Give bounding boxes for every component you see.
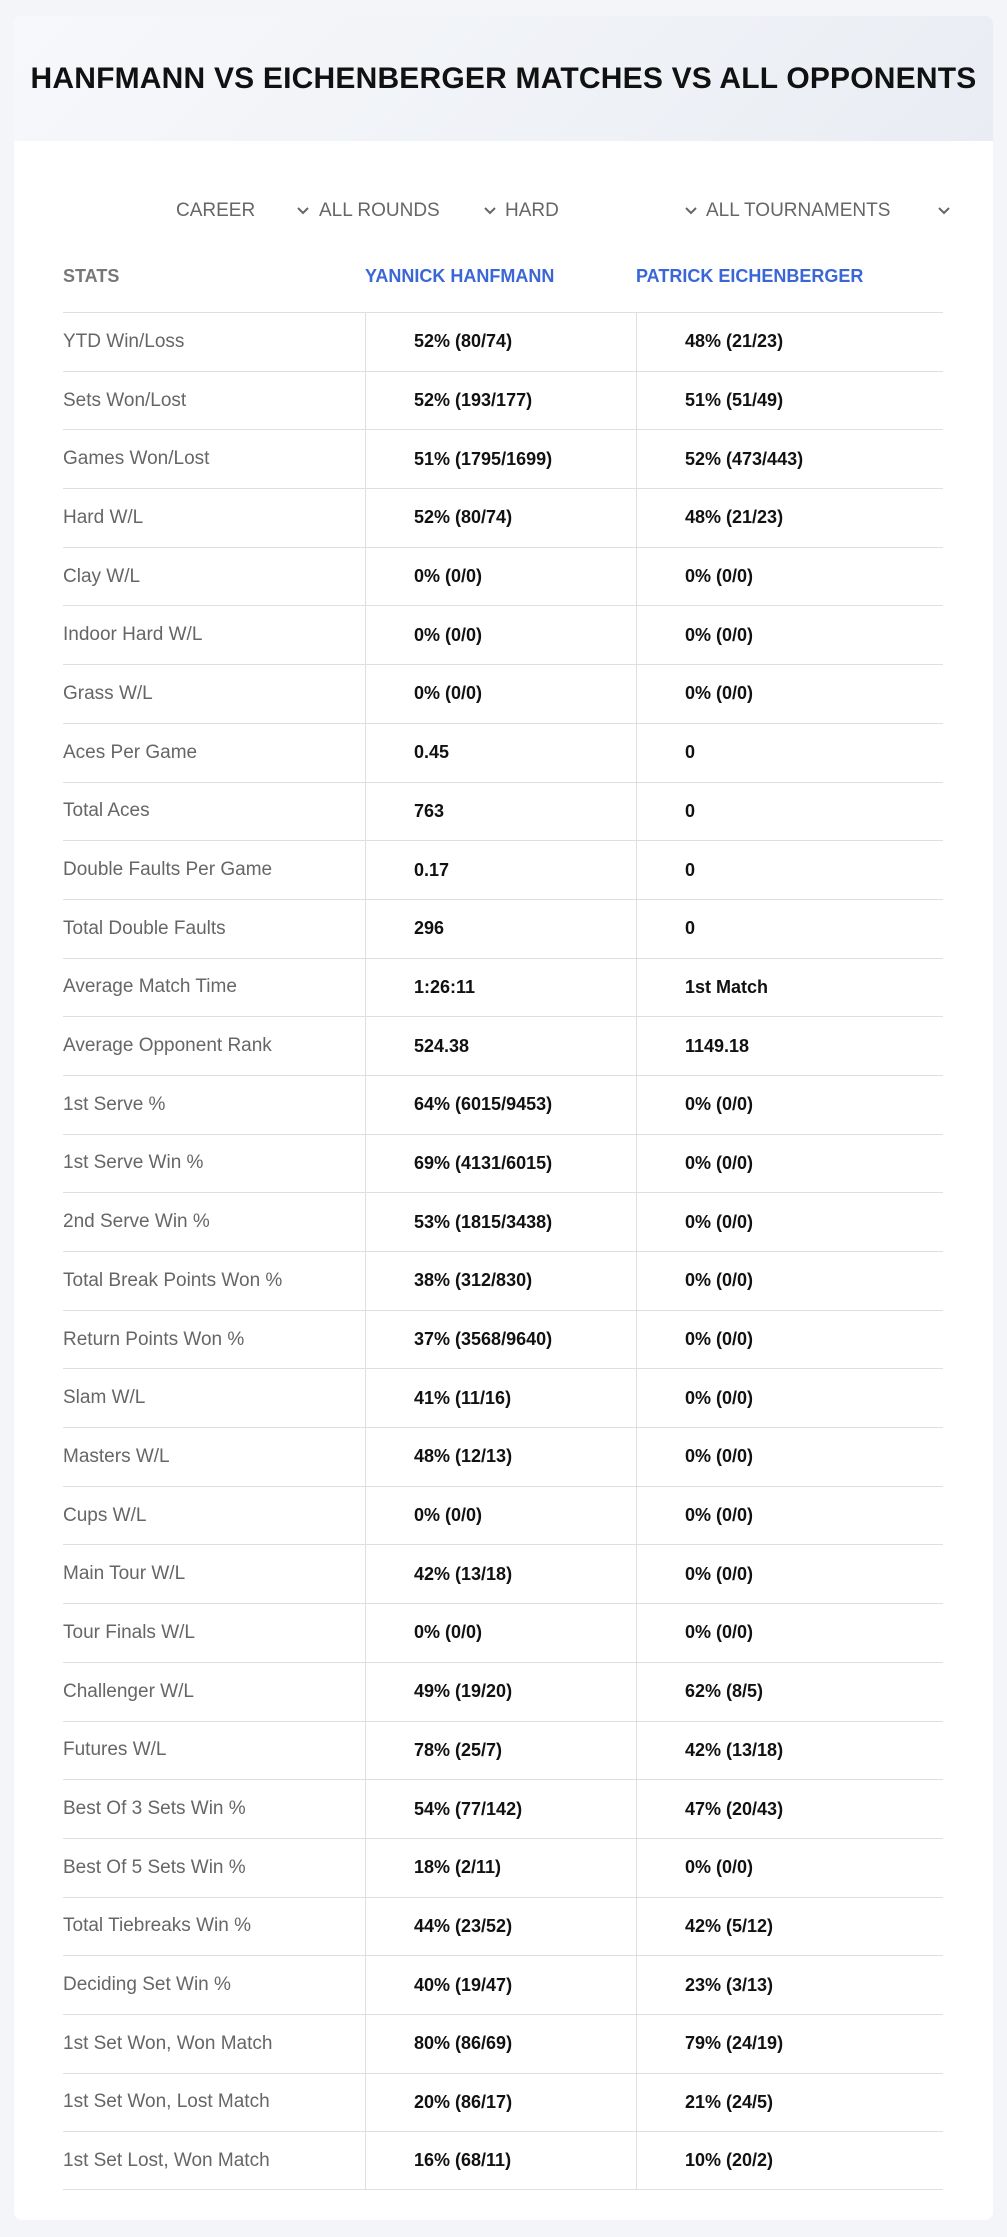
- table-row: [63, 664, 943, 723]
- player2-value: 0% (0/0): [636, 1252, 943, 1310]
- stat-label: Sets Won/Lost: [63, 389, 187, 411]
- stat-label: Total Aces: [63, 800, 150, 822]
- table-row: [63, 899, 943, 958]
- player2-value: 51% (51/49): [636, 372, 943, 430]
- table-row: [63, 1662, 943, 1721]
- player2-value: 0% (0/0): [636, 1369, 943, 1427]
- stat-label: Tour Finals W/L: [63, 1621, 195, 1643]
- player2-value: 0% (0/0): [636, 548, 943, 606]
- player2-value: 0% (0/0): [636, 1487, 943, 1545]
- player1-value: 52% (80/74): [365, 489, 636, 547]
- player2-value: 10% (20/2): [636, 2132, 943, 2189]
- table-row: [63, 1016, 943, 1075]
- table-row: [63, 1955, 943, 2014]
- player2-value: 0% (0/0): [636, 1428, 943, 1486]
- stat-label: 1st Set Won, Lost Match: [63, 2091, 270, 2113]
- player1-value: 53% (1815/3438): [365, 1193, 636, 1251]
- stat-label: Hard W/L: [63, 506, 144, 528]
- table-row: [63, 723, 943, 782]
- stat-label: Return Points Won %: [63, 1328, 245, 1350]
- player2-value: 23% (3/13): [636, 1956, 943, 2014]
- rounds-select[interactable]: [319, 191, 499, 231]
- stat-label: Masters W/L: [63, 1445, 170, 1467]
- table-row: [63, 2014, 943, 2073]
- player2-value: 0: [636, 724, 943, 782]
- table-row: [63, 1897, 943, 1956]
- player2-value: 48% (21/23): [636, 313, 943, 371]
- player1-value: 18% (2/11): [365, 1839, 636, 1897]
- player1-value: 48% (12/13): [365, 1428, 636, 1486]
- player2-value: 48% (21/23): [636, 489, 943, 547]
- stat-label: YTD Win/Loss: [63, 330, 185, 352]
- player2-value: 0% (0/0): [636, 1604, 943, 1662]
- player1-value: 44% (23/52): [365, 1898, 636, 1956]
- table-row: [63, 605, 943, 664]
- player2-value: 0% (0/0): [636, 1545, 943, 1603]
- table-row: [63, 1427, 943, 1486]
- player2-value: 21% (24/5): [636, 2074, 943, 2132]
- player1-value: 80% (86/69): [365, 2015, 636, 2073]
- player1-value: 0.45: [365, 724, 636, 782]
- page-header: [14, 16, 993, 141]
- table-row: [63, 1779, 943, 1838]
- player1-value: 51% (1795/1699): [365, 430, 636, 488]
- player1-value: 37% (3568/9640): [365, 1311, 636, 1369]
- table-row: [63, 1603, 943, 1662]
- stat-label: 1st Serve %: [63, 1093, 166, 1115]
- table-row: [63, 1075, 943, 1134]
- stat-label: Average Match Time: [63, 976, 237, 998]
- player2-value: 0% (0/0): [636, 1839, 943, 1897]
- table-row: [63, 547, 943, 606]
- table-row: [63, 1134, 943, 1193]
- player1-value: 69% (4131/6015): [365, 1135, 636, 1193]
- stat-label: Futures W/L: [63, 1739, 167, 1761]
- page-title: HANFMANN VS EICHENBERGER MATCHES VS ALL OPPONENTS: [30, 61, 977, 95]
- player1-value: 52% (193/177): [365, 372, 636, 430]
- period-select[interactable]: [176, 191, 312, 231]
- player1-value: 49% (19/20): [365, 1663, 636, 1721]
- stat-label: Aces Per Game: [63, 741, 198, 763]
- stat-label: 1st Set Won, Won Match: [63, 2032, 273, 2054]
- table-row: [63, 1838, 943, 1897]
- player2-value: 0% (0/0): [636, 1311, 943, 1369]
- stat-label: Total Break Points Won %: [63, 1269, 283, 1291]
- player1-value: 20% (86/17): [365, 2074, 636, 2132]
- player1-column-header[interactable]: YANNICK HANFMANN: [365, 265, 555, 286]
- player2-value: 42% (5/12): [636, 1898, 943, 1956]
- surface-select[interactable]: [505, 191, 700, 231]
- stats-table: [63, 312, 943, 2190]
- stat-label: Games Won/Lost: [63, 448, 210, 470]
- stat-label: Double Faults Per Game: [63, 859, 273, 881]
- stat-label: Indoor Hard W/L: [63, 624, 203, 646]
- table-row: [63, 1721, 943, 1780]
- player1-value: 1:26:11: [365, 959, 636, 1017]
- player1-value: 40% (19/47): [365, 1956, 636, 2014]
- player1-value: 0% (0/0): [365, 548, 636, 606]
- stat-label: Total Tiebreaks Win %: [63, 1915, 251, 1937]
- stats-card: [14, 16, 993, 2220]
- chevron-down-icon: [682, 202, 700, 220]
- player2-value: 0% (0/0): [636, 665, 943, 723]
- player1-value: 0% (0/0): [365, 665, 636, 723]
- player2-value: 52% (473/443): [636, 430, 943, 488]
- filter-bar: [14, 191, 993, 231]
- player1-value: 296: [365, 900, 636, 958]
- player2-column-header[interactable]: PATRICK EICHENBERGER: [636, 265, 864, 286]
- player1-value: 52% (80/74): [365, 313, 636, 371]
- table-row: [63, 1486, 943, 1545]
- player1-value: 0% (0/0): [365, 1487, 636, 1545]
- table-row: [63, 782, 943, 841]
- table-row: [63, 1251, 943, 1310]
- stat-label: 1st Set Lost, Won Match: [63, 2149, 270, 2171]
- chevron-down-icon: [935, 202, 953, 220]
- table-row: [63, 1192, 943, 1251]
- table-row: [63, 1310, 943, 1369]
- table-row: [63, 1368, 943, 1427]
- player2-value: 0% (0/0): [636, 1193, 943, 1251]
- player1-value: 64% (6015/9453): [365, 1076, 636, 1134]
- player2-value: 0: [636, 841, 943, 899]
- player1-value: 0% (0/0): [365, 606, 636, 664]
- table-row: [63, 1544, 943, 1603]
- rounds-select-value: ALL ROUNDS: [319, 200, 440, 221]
- stat-label: Cups W/L: [63, 1504, 147, 1526]
- player1-value: 524.38: [365, 1017, 636, 1075]
- table-row: [63, 958, 943, 1017]
- player2-value: 0% (0/0): [636, 606, 943, 664]
- chevron-down-icon: [294, 202, 312, 220]
- player2-value: 42% (13/18): [636, 1722, 943, 1780]
- player2-value: 62% (8/5): [636, 1663, 943, 1721]
- stat-label: Grass W/L: [63, 682, 153, 704]
- stat-label: Best Of 3 Sets Win %: [63, 1798, 246, 1820]
- player2-value: 47% (20/43): [636, 1780, 943, 1838]
- stat-label: Main Tour W/L: [63, 1563, 186, 1585]
- table-row: [63, 2131, 943, 2190]
- table-row: [63, 488, 943, 547]
- stat-label: Slam W/L: [63, 1387, 146, 1409]
- player2-value: 0% (0/0): [636, 1076, 943, 1134]
- tournaments-select[interactable]: [706, 191, 953, 231]
- player1-value: 41% (11/16): [365, 1369, 636, 1427]
- player1-value: 763: [365, 783, 636, 841]
- stat-label: Challenger W/L: [63, 1680, 194, 1702]
- player1-value: 16% (68/11): [365, 2132, 636, 2189]
- stat-label: Best Of 5 Sets Win %: [63, 1856, 246, 1878]
- stat-label: Deciding Set Win %: [63, 1974, 231, 1996]
- player2-value: 0: [636, 783, 943, 841]
- player1-value: 54% (77/142): [365, 1780, 636, 1838]
- period-select-value: CAREER: [176, 200, 256, 221]
- stats-column-header: STATS: [63, 265, 120, 286]
- stat-label: Average Opponent Rank: [63, 1035, 272, 1057]
- stat-label: Clay W/L: [63, 565, 141, 587]
- player1-value: 42% (13/18): [365, 1545, 636, 1603]
- player1-value: 38% (312/830): [365, 1252, 636, 1310]
- table-row: [63, 371, 943, 430]
- table-row: [63, 429, 943, 488]
- table-row: [63, 840, 943, 899]
- player2-value: 1149.18: [636, 1017, 943, 1075]
- player2-value: 0% (0/0): [636, 1135, 943, 1193]
- table-row: [63, 312, 943, 371]
- stat-label: 2nd Serve Win %: [63, 1211, 210, 1233]
- table-row: [63, 2073, 943, 2132]
- stat-label: Total Double Faults: [63, 917, 226, 939]
- surface-select-value: HARD: [505, 200, 559, 221]
- player2-value: 0: [636, 900, 943, 958]
- player1-value: 0% (0/0): [365, 1604, 636, 1662]
- player1-value: 0.17: [365, 841, 636, 899]
- stat-label: 1st Serve Win %: [63, 1152, 204, 1174]
- player1-value: 78% (25/7): [365, 1722, 636, 1780]
- chevron-down-icon: [481, 202, 499, 220]
- player2-value: 79% (24/19): [636, 2015, 943, 2073]
- tournaments-select-value: ALL TOURNAMENTS: [706, 200, 891, 221]
- player2-value: 1st Match: [636, 959, 943, 1017]
